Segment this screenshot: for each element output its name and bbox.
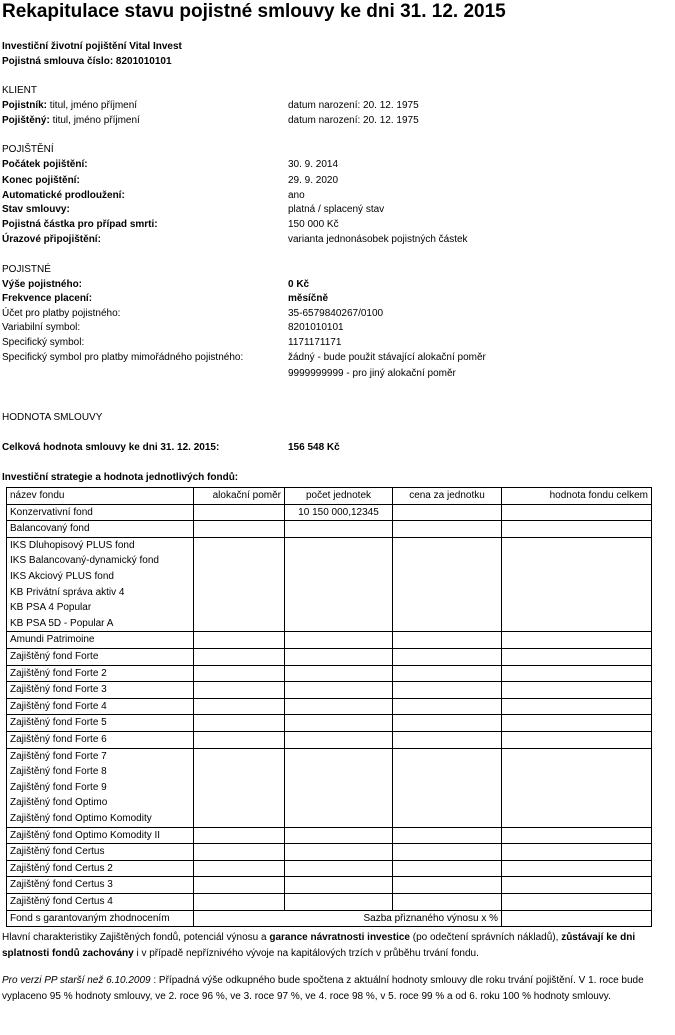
start-value: 30. 9. 2014 xyxy=(288,159,339,170)
table-row xyxy=(7,665,652,682)
extra-ss-value-2: 9999999999 - pro jiný alokační poměr xyxy=(288,368,456,379)
contract-number: Pojistná smlouva číslo: 8201010101 xyxy=(2,56,172,67)
table-row-group xyxy=(7,748,652,827)
col-fund-name: název fondu xyxy=(7,488,194,505)
guaranteed-rate: Sazba přiznaného výnosu x % xyxy=(194,910,502,927)
fund-name: Konzervativní fond xyxy=(7,504,194,521)
status-label: Stav smlouvy: xyxy=(2,204,70,215)
insurance-heading: POJIŠTĚNÍ xyxy=(2,144,54,155)
table-row xyxy=(7,860,652,877)
fund-name: Zajištěný fond Certus 2 xyxy=(7,860,194,877)
fund-name: Zajištěný fond Forte 2 xyxy=(7,665,194,682)
fund-name: Zajištěný fond Certus 3 xyxy=(7,877,194,894)
fund-name: Zajištěný fond Optimo Komodity xyxy=(10,812,152,824)
status-value: platná / splacený stav xyxy=(288,204,385,215)
fund-name-group xyxy=(7,537,194,632)
table-row xyxy=(7,521,652,538)
fund-name: Zajištěný fond Forte 9 xyxy=(10,781,107,793)
table-row xyxy=(7,698,652,715)
frequency-value: měsíčně xyxy=(288,293,329,304)
fund-name: Zajištěný fond Forte 7 xyxy=(10,750,107,762)
accident-value: varianta jednonásobek pojistných částek xyxy=(288,234,468,245)
table-row xyxy=(7,632,652,649)
fund-name: IKS Dluhopisový PLUS fond xyxy=(10,539,135,551)
table-row xyxy=(7,893,652,910)
policyholder-row: Pojistník: titul, jméno příjmení xyxy=(2,100,138,111)
end-value: 29. 9. 2020 xyxy=(288,175,339,186)
premium-heading: POJISTNÉ xyxy=(2,264,51,275)
fund-name-group xyxy=(7,748,194,827)
table-row xyxy=(7,877,652,894)
table-row-group xyxy=(7,537,652,632)
fund-name: Zajištěný fond Forte 8 xyxy=(10,766,107,778)
fund-name: KB PSA 4 Popular xyxy=(10,602,92,614)
fund-name: Zajištěný fond Forte 5 xyxy=(7,715,194,732)
page-title: Rekapitulace stavu pojistné smlouvy ke dni 31. 12. 2015 xyxy=(2,1,506,22)
insured-birthdate: datum narození: 20. 12. 1975 xyxy=(288,115,419,126)
vs-label: Variabilní symbol: xyxy=(2,322,81,333)
fund-name: KB Privátní správa aktiv 4 xyxy=(10,586,125,598)
col-fund-total: hodnota fondu celkem xyxy=(502,488,652,505)
table-header-row xyxy=(7,488,652,505)
policyholder-birthdate: datum narození: 20. 12. 1975 xyxy=(288,100,419,111)
extra-ss-label: Specifický symbol pro platby mimořádného pojistného: xyxy=(2,352,244,363)
col-units: počet jednotek xyxy=(285,488,393,505)
death-sum-value: 150 000 Kč xyxy=(288,219,339,230)
fund-name: Balancovaný fond xyxy=(7,521,194,538)
fund-name: Zajištěný fond Forte 4 xyxy=(7,698,194,715)
frequency-label: Frekvence placení: xyxy=(2,293,93,304)
surrender-note: Pro verzi PP starší než 6.10.2009 : Případná výše odkupného bude spočtena z aktuální hodnoty smlouvy dle roku trvání pojištění. V 1. roce bude vyplaceno 95 % hodnoty smlouvy, ve 2. roce 96 %, ve 3. roce 97 %, ve 4. roce 98 %, v 5. roce 99 % a od 6. roku 100 % hodnoty smlouvy. xyxy=(2,975,644,1002)
death-sum-label: Pojistná částka pro případ smrti: xyxy=(2,219,158,230)
table-row xyxy=(7,682,652,699)
total-value-amount: 156 548 Kč xyxy=(288,442,340,453)
auto-renew-value: ano xyxy=(288,190,305,201)
col-unit-price: cena za jednotku xyxy=(393,488,502,505)
funds-heading: Investiční strategie a hodnota jednotlivých fondů: xyxy=(2,472,239,483)
fund-name: KB PSA 5D - Popular A xyxy=(10,617,114,629)
insured-row: Pojištěný: titul, jméno příjmení xyxy=(2,115,140,126)
table-row xyxy=(7,715,652,732)
table-row xyxy=(7,731,652,748)
fund-name: Zajištěný fond Optimo Komodity II xyxy=(7,827,194,844)
extra-ss-value-1: žádný - bude použit stávající alokační poměr xyxy=(288,352,486,363)
total-cell xyxy=(502,504,652,521)
units-cell: 10 150 000,12345 xyxy=(285,504,393,521)
fund-name: IKS Akciový PLUS fond xyxy=(10,570,114,582)
product-name: Investiční životní pojištění Vital Invest xyxy=(2,41,182,52)
fund-name: Zajištěný fond Certus xyxy=(7,844,194,861)
account-label: Účet pro platby pojistného: xyxy=(2,308,121,319)
funds-table xyxy=(6,487,652,927)
premium-amount-value: 0 Kč xyxy=(288,279,310,290)
fund-name: Amundi Patrimoine xyxy=(7,632,194,649)
price-cell xyxy=(393,504,502,521)
client-heading: KLIENT xyxy=(2,85,38,96)
fund-name: Fond s garantovaným zhodnocením xyxy=(7,910,194,927)
account-value: 35-6579840267/0100 xyxy=(288,308,384,319)
premium-amount-label: Výše pojistného: xyxy=(2,279,83,290)
allocation-cell xyxy=(194,504,285,521)
ss-label: Specifický symbol: xyxy=(2,337,85,348)
fund-name: Zajištěný fond Certus 4 xyxy=(7,893,194,910)
table-row xyxy=(7,827,652,844)
fund-name: Zajištěný fond Forte 3 xyxy=(7,682,194,699)
start-label: Počátek pojištění: xyxy=(2,159,88,170)
fund-name: Zajištěný fond Optimo xyxy=(10,797,108,809)
table-row xyxy=(7,648,652,665)
fund-name: IKS Balancovaný-dynamický fond xyxy=(10,555,159,567)
value-heading: HODNOTA SMLOUVY xyxy=(2,412,103,423)
accident-label: Úrazové připojištění: xyxy=(2,234,101,245)
total-value-label: Celková hodnota smlouvy ke dni 31. 12. 2015: xyxy=(2,442,220,453)
auto-renew-label: Automatické prodloužení: xyxy=(2,190,125,201)
table-row xyxy=(7,910,652,927)
fund-name: Zajištěný fond Forte 6 xyxy=(7,731,194,748)
table-row xyxy=(7,504,652,521)
table-row xyxy=(7,844,652,861)
ss-value: 1171171171 xyxy=(288,337,342,348)
col-allocation: alokační poměr xyxy=(194,488,285,505)
fund-name: Zajištěný fond Forte xyxy=(7,648,194,665)
guaranteed-funds-note: Hlavní charakteristiky Zajištěných fondů, potenciál výnosu a garance návratnosti investice (po odečtení správních nákladů), zůstávají ke dni splatnosti fondů zachovány i v případě nepříznivého vývoje na kapitálových trzích v průběhu trvání fondu. xyxy=(2,932,636,959)
vs-value: 8201010101 xyxy=(288,322,344,333)
end-label: Konec pojištění: xyxy=(2,175,80,186)
